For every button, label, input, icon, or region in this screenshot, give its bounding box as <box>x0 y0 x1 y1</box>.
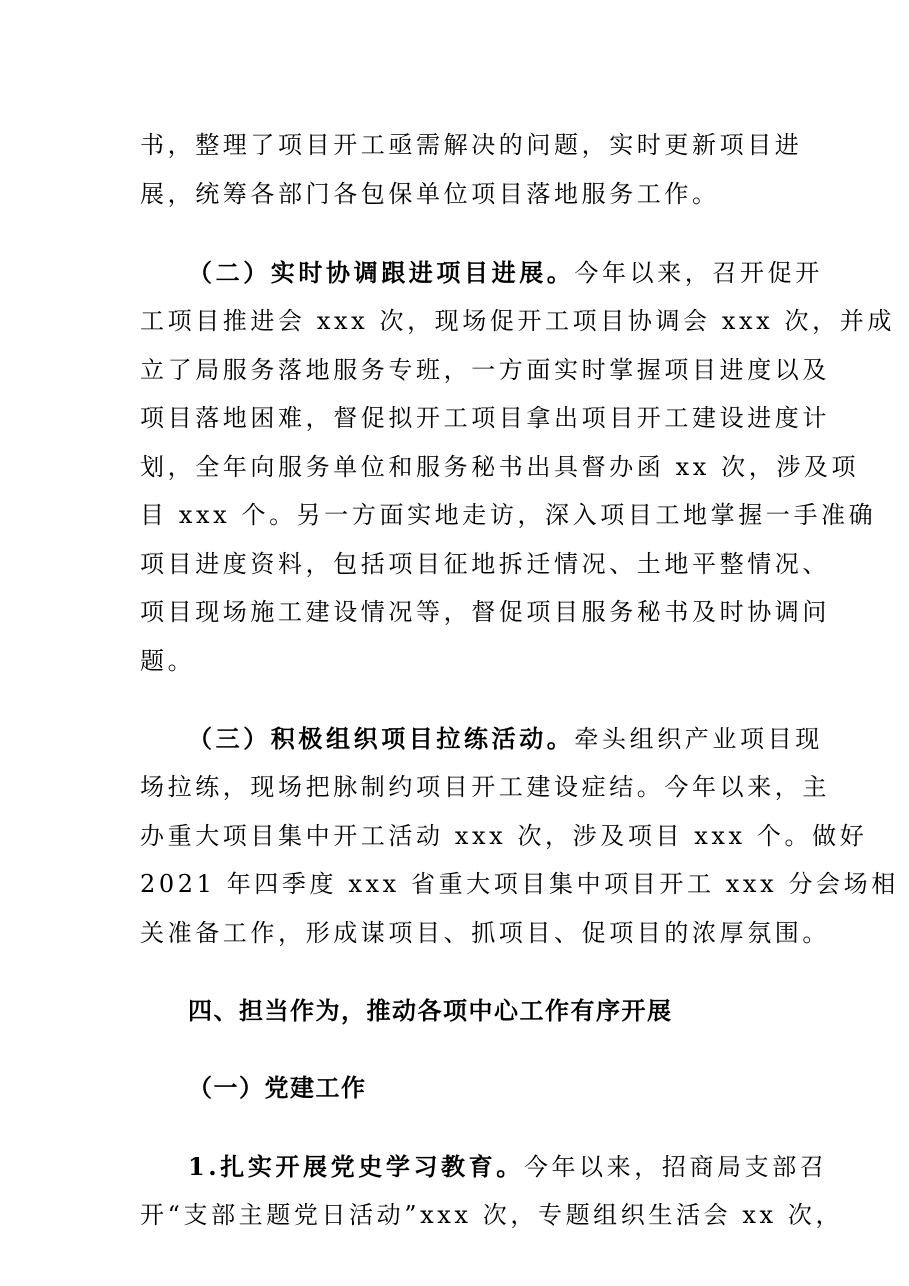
paragraph-line: 书，整理了项目开工亟需解决的问题，实时更新项目进 <box>140 131 803 159</box>
party-building-heading: （一）党建工作 <box>188 1073 367 1102</box>
subsection-3-line: （三）积极组织项目拉练活动。牵头组织产业项目现 <box>188 724 823 753</box>
paragraph-line: 目 xxx 个。另一方面实地走访，深入项目工地掌握一手准确 <box>140 501 877 529</box>
paragraph-line: 办重大项目集中开工活动 xxx 次，涉及项目 xxx 个。做好 <box>140 822 868 850</box>
section-4-heading: 四、担当作为，推动各项中心工作有序开展 <box>188 996 673 1025</box>
paragraph-line: 划，全年向服务单位和服务秘书出具督办函 xx 次，涉及项 <box>140 453 860 481</box>
paragraph-line: 项目进度资料，包括项目征地拆迁情况、土地平整情况、 <box>140 550 830 578</box>
subsection-3-title: （三）积极组织项目拉练活动。 <box>188 724 575 753</box>
paragraph-line: 2021 年四季度 xxx 省重大项目集中项目开工 xxx 分会场相 <box>140 870 899 898</box>
paragraph-line: 题。 <box>140 647 196 675</box>
paragraph-line: 项目现场施工建设情况等，督促项目服务秘书及时协调问 <box>140 598 830 626</box>
paragraph-line: 项目落地困难，督促拟开工项目拿出项目开工建设进度计 <box>140 404 830 432</box>
paragraph-line: 立了局服务落地服务专班，一方面实时掌握项目进度以及 <box>140 356 830 384</box>
paragraph-line: 场拉练，现场把脉制约项目开工建设症结。今年以来，主 <box>140 773 830 801</box>
item-1-line: 1.扎实开展党史学习教育。今年以来，招商局支部召 <box>188 1152 828 1181</box>
item-1-title: 1.扎实开展党史学习教育。 <box>188 1152 524 1181</box>
paragraph-line: 展，统筹各部门各包保单位项目落地服务工作。 <box>140 180 720 208</box>
paragraph-line: 开“支部主题党日活动”xxx 次，专题组织生活会 xx 次， <box>140 1201 844 1229</box>
paragraph-line: 关准备工作，形成谋项目、抓项目、促项目的浓厚氛围。 <box>140 919 830 947</box>
paragraph-line: 工项目推进会 xxx 次，现场促开工项目协调会 xxx 次，并成 <box>140 307 895 335</box>
subsection-2-title: （二）实时协调跟进项目进展。 <box>188 258 575 287</box>
subsection-2-line: （二）实时协调跟进项目进展。今年以来，召开促开 <box>188 258 823 287</box>
